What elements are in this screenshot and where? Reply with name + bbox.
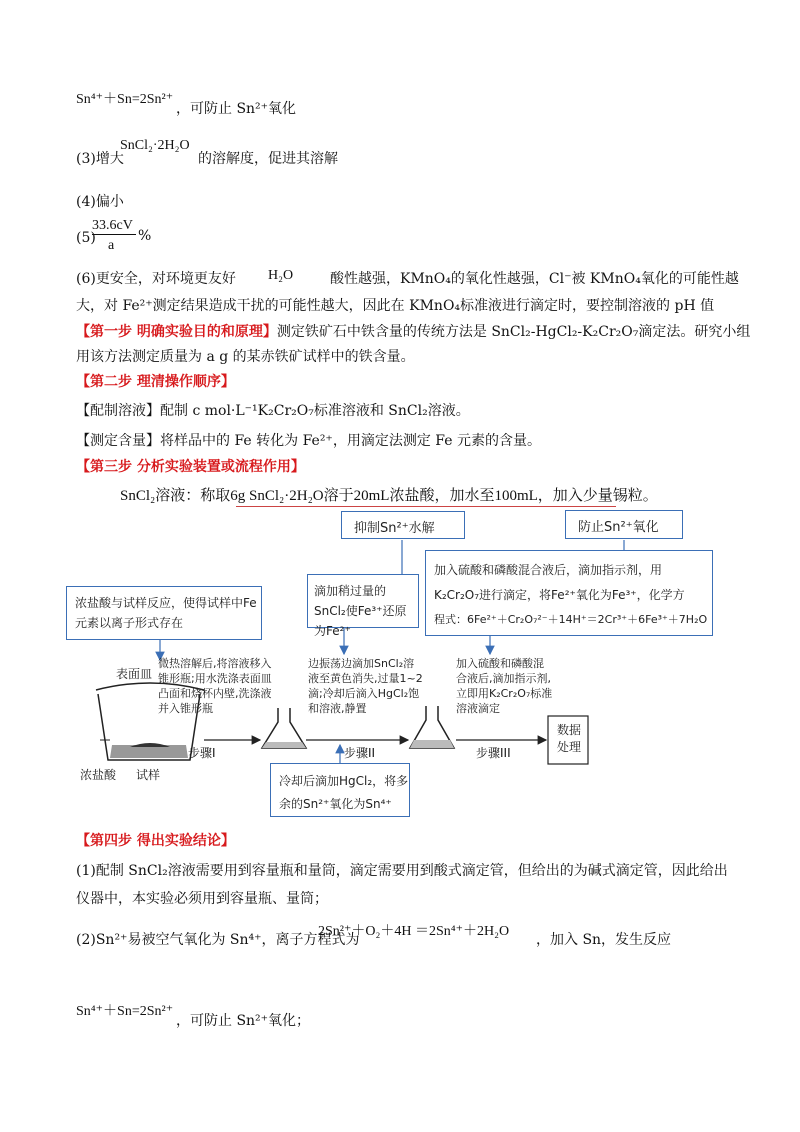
step-label-2: 步骤II xyxy=(344,746,376,760)
answer-6-h2o: H₂O xyxy=(268,268,294,283)
sample-pile xyxy=(130,743,170,747)
step2-prep: 【配制溶液】配制 c mol·L⁻¹K₂Cr₂O₇标准溶液和 SnCl₂溶液。 xyxy=(76,403,470,419)
answer-5-denominator: a xyxy=(108,238,115,253)
step4-heading: 【第四步 得出实验结论】 xyxy=(76,833,235,849)
note-titrate-1: 加入硫酸和磷酸混合液后，滴加指示剂，用 xyxy=(434,563,663,577)
step2-heading: 【第二步 理清操作顺序】 xyxy=(76,374,235,390)
step-label-1: 步骤I xyxy=(188,746,216,760)
answer-6-rest: 酸性越强，KMnO₄的氧化性越强，Cl⁻被 KMnO₄氧化的可能性越 xyxy=(330,271,739,287)
note-titrate-3: 程式：6Fe²⁺＋Cr₂O₇²⁻＋14H⁺＝2Cr³⁺＋6Fe³⁺＋7H₂O xyxy=(434,613,708,626)
answer-3-num: (3)增大 xyxy=(76,151,124,167)
answer-5-numerator: 33.6cV xyxy=(92,218,133,233)
step4-equation: Sn⁴⁺＋Sn=2Sn²⁺ xyxy=(76,1004,174,1019)
data-processing-label: 数据处理 xyxy=(556,723,581,754)
step4-p1a: (1)配制 SnCl₂溶液需要用到容量瓶和量筒，滴定需要用到酸式滴定管，但给出的为碱式滴定管，因此给出 xyxy=(76,863,728,879)
note-acid: 浓盐酸与试样反应，使得试样中Fe元素以离子形式存在 xyxy=(75,596,257,630)
step1-heading: 【第一步 明确实验目的和原理】 xyxy=(76,324,277,340)
note-oxidation: 防止Sn²⁺氧化 xyxy=(578,520,659,535)
step4-p2-lead: (2)Sn²⁺易被空气氧化为 Sn⁴⁺，离子方程式为 xyxy=(76,932,360,948)
answer-5-unit: % xyxy=(138,228,152,244)
equation-sn: Sn⁴⁺＋Sn=2Sn²⁺ xyxy=(76,92,174,107)
answer-5-num: (5) xyxy=(76,230,96,246)
label-sample: 试样 xyxy=(136,768,161,782)
note-hydrolysis: 抑制Sn²⁺水解 xyxy=(354,521,435,536)
label-acid: 浓盐酸 xyxy=(80,768,117,782)
note-reduce: 滴加稍过量的SnCl₂使Fe³⁺还原为Fe²⁺ xyxy=(314,584,407,638)
step2-desc: 边振荡边滴加SnCl₂溶液至黄色消失,过量1~2滴;冷却后滴入HgCl₂饱和溶液,静置 xyxy=(308,657,423,715)
label-dish: 表面皿 xyxy=(116,667,153,681)
answer-3-tail: 的溶解度，促进其溶解 xyxy=(198,151,338,167)
note-hgcl2-1: 冷却后滴加HgCl₂，将多 xyxy=(279,774,409,788)
step1-desc: 微热溶解后,将溶液移入锥形瓶;用水洗涤表面皿凸面和烧杯内壁,洗涤液并入锥形瓶 xyxy=(158,657,272,715)
answer-4: (4)偏小 xyxy=(76,194,124,210)
sncl2-prep-line: SnCl₂溶液：称取6g SnCl₂·2H₂O溶于20mL浓盐酸，加水至100mL，加入少量锡粒。 xyxy=(120,488,658,504)
note-hgcl2-2: 余的Sn²⁺氧化为Sn⁴⁺ xyxy=(279,797,392,811)
step4-p2-tail: ，加入 Sn，发生反应 xyxy=(536,932,672,948)
step4-p2-equation: 2Sn²⁺＋O₂＋4H ＝2Sn⁴⁺＋2H₂O xyxy=(318,924,510,939)
step2-measure: 【测定含量】将样品中的 Fe 转化为 Fe²⁺，用滴定法测定 Fe 元素的含量。 xyxy=(76,433,541,449)
answer-6-line2: 大，对 Fe²⁺测定结果造成干扰的可能性越大，因此在 KMnO₄标准液进行滴定时，要控制溶液的 pH 值 xyxy=(76,298,715,314)
answer-3-formula: SnCl₂·2H₂O xyxy=(120,138,190,153)
step1-text1: 测定铁矿石中铁含量的传统方法是 SnCl₂-HgCl₂-K₂Cr₂O₇滴定法。研究小组 xyxy=(276,324,751,340)
answer-6-lead: (6)更安全，对环境更友好 xyxy=(76,271,236,287)
step3-heading: 【第三步 分析实验装置或流程作用】 xyxy=(76,459,305,475)
step4-p1b: 仪器中，本实验必须用到容量瓶、量筒； xyxy=(76,891,328,907)
note-titrate-2: K₂Cr₂O₇进行滴定，将Fe²⁺氧化为Fe³⁺，化学方 xyxy=(434,588,685,602)
step3-desc: 加入硫酸和磷酸混合液后,滴加指示剂,立即用K₂Cr₂O₇标准溶液滴定 xyxy=(456,657,553,715)
step-label-3: 步骤III xyxy=(476,746,511,760)
step1-text2: 用该方法测定质量为 a g 的某赤铁矿试样中的铁含量。 xyxy=(76,349,415,365)
step4-equation-note: ，可防止 Sn²⁺氧化； xyxy=(176,1013,311,1029)
equation-note: ，可防止 Sn²⁺氧化 xyxy=(176,101,297,117)
